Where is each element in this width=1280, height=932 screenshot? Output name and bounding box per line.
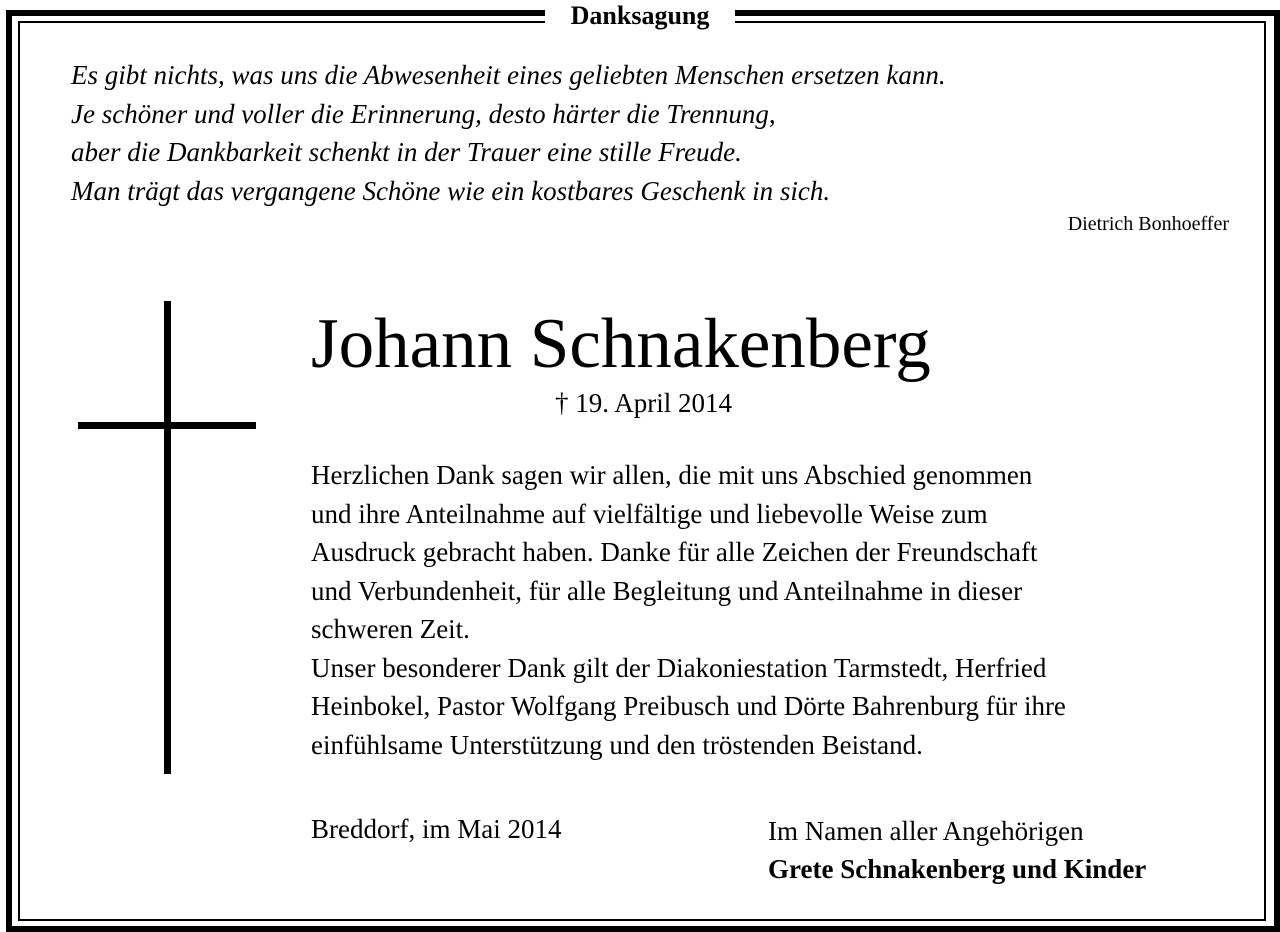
place-date: Breddorf, im Mai 2014	[311, 814, 562, 844]
deceased-name: Johann Schnakenberg	[311, 305, 931, 383]
signature-block	[768, 812, 1146, 888]
signature-names: Grete Schnakenberg und Kinder	[768, 854, 1147, 884]
quote-block	[71, 56, 946, 210]
message-line: schweren Zeit.	[311, 614, 470, 644]
message-line: und Verbundenheit, für alle Begleitung und Anteilnahme in dieser	[311, 575, 1023, 606]
message-line: einfühlsame Unterstützung und den tröstenden Beistand.	[311, 729, 923, 760]
page-title: Danksagung	[545, 0, 736, 32]
quote-line: aber die Dankbarkeit schenkt in der Trauer eine stille Freude.	[71, 137, 742, 167]
cross-horizontal-bar	[78, 422, 256, 429]
quote-line: Man trägt das vergangene Schöne wie ein kostbares Geschenk in sich.	[71, 175, 831, 206]
death-date: † 19. April 2014	[555, 388, 733, 418]
message-line: Unser besonderer Dank gilt der Diakoniestation Tarmstedt, Herfried	[311, 652, 1047, 683]
message-line: und ihre Anteilnahme auf vielfältige und liebevolle Weise zum	[311, 498, 988, 529]
header	[0, 0, 1280, 32]
message-line: Ausdruck gebracht haben. Danke für alle Zeichen der Freundschaft	[311, 537, 1038, 567]
cross-vertical-bar	[164, 301, 171, 774]
quote-author: Dietrich Bonhoeffer	[1067, 213, 1229, 235]
quote-line: Es gibt nichts, was uns die Abwesenheit eines geliebten Menschen ersetzen kann.	[71, 60, 946, 90]
signature-intro: Im Namen aller Angehörigen	[768, 816, 1084, 846]
message-line: Herzlichen Dank sagen wir allen, die mit uns Abschied genommen	[311, 460, 1033, 490]
message-line: Heinbokel, Pastor Wolfgang Preibusch und Dörte Bahrenburg für ihre	[311, 691, 1066, 721]
message-block	[311, 456, 1066, 764]
quote-line: Je schöner und voller die Erinnerung, desto härter die Trennung,	[71, 98, 776, 129]
